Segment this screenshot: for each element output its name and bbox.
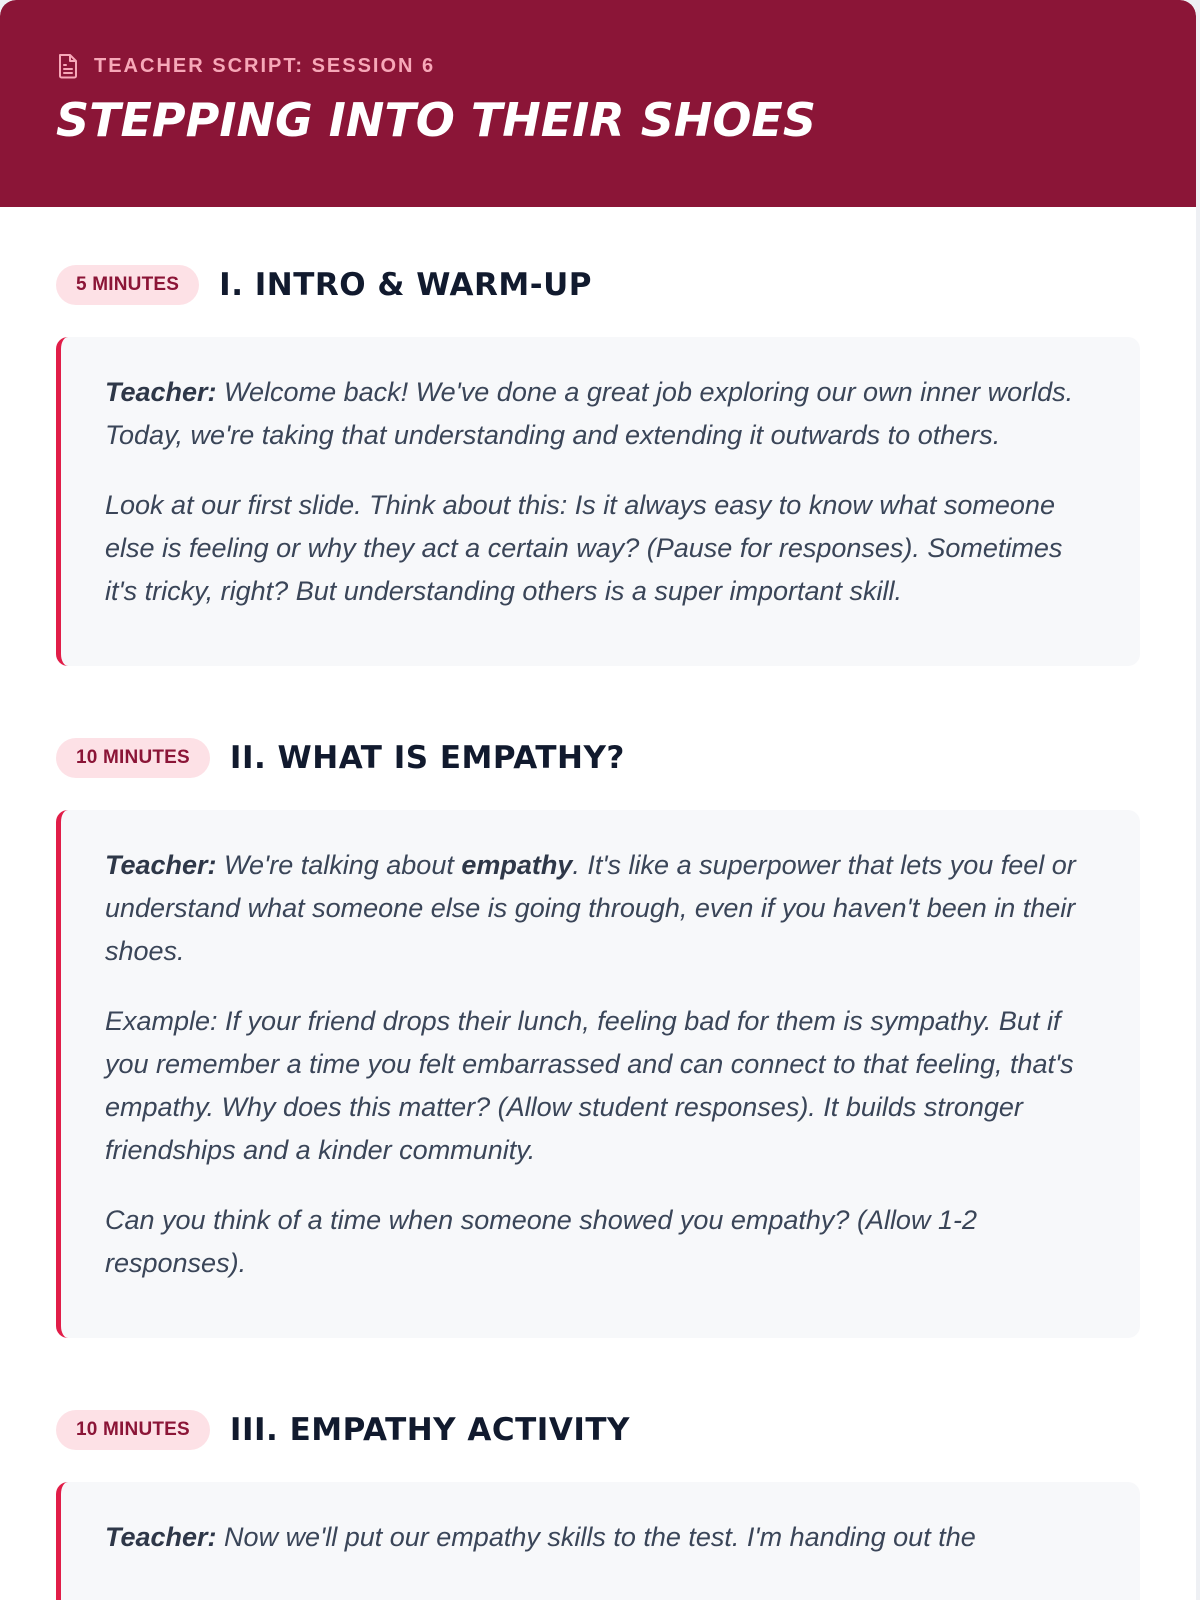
speaker-label: Teacher: [105, 1522, 217, 1552]
script-paragraph: Example: If your friend drops their lunch, feeling bad for them is sympathy. But if you remember a time you felt embarrassed and can connect to that feeling, that's empathy. Why does this matter? (Allow student responses). It builds stronger friendships and a kinder community. [105, 1006, 1074, 1165]
session-label-text: TEACHER SCRIPT: SESSION 6 [94, 54, 436, 77]
section-title: I. INTRO & WARM-UP [219, 267, 592, 303]
duration-badge: 10 MINUTES [56, 1410, 210, 1450]
section-title: II. WHAT IS EMPATHY? [229, 740, 625, 776]
paragraph-text: Welcome back! We've done a great job exploring our own inner worlds. Today, we're taking that understanding and extending it outwards to others. [105, 377, 1074, 450]
speaker-label: Teacher: [105, 850, 217, 880]
section-what-is-empathy [56, 736, 1140, 1338]
section-header [56, 263, 1140, 307]
section-title: III. EMPATHY ACTIVITY [229, 1412, 630, 1448]
paragraph-text: We're talking about [216, 850, 462, 880]
script-content [0, 207, 1196, 1600]
script-paragraph [105, 1516, 1098, 1559]
emphasis-term: empathy [461, 850, 573, 880]
page-title: STEPPING INTO THEIR SHOES [56, 93, 816, 147]
session-label [56, 52, 1140, 80]
script-card [56, 1482, 1140, 1600]
duration-badge: 5 MINUTES [56, 265, 199, 305]
script-paragraph [105, 844, 1098, 973]
script-card [56, 337, 1140, 666]
section-header [56, 1408, 1140, 1452]
script-paragraph [105, 371, 1098, 457]
paragraph-text: . It's like a superpower that lets you feel or understand what someone else is going through, even if you haven't been in their shoes. [105, 850, 1076, 966]
speaker-label: Teacher: [105, 377, 217, 407]
section-intro [56, 263, 1140, 666]
document-icon [56, 53, 80, 79]
script-paragraph: Can you think of a time when someone showed you empathy? (Allow 1-2 responses). [105, 1205, 977, 1278]
script-paragraph: Look at our first slide. Think about this: Is it always easy to know what someone else is feeling or why they act a certain way? (Pause for responses). Sometimes it's tricky, right? But understanding others is a super important skill. [105, 490, 1063, 606]
paragraph-text: Now we'll put our empathy skills to the test. I'm handing out the [216, 1522, 976, 1552]
section-header [56, 736, 1140, 780]
section-empathy-activity [56, 1408, 1140, 1600]
page-header [0, 0, 1196, 207]
duration-badge: 10 MINUTES [56, 738, 210, 778]
script-card [56, 810, 1140, 1338]
